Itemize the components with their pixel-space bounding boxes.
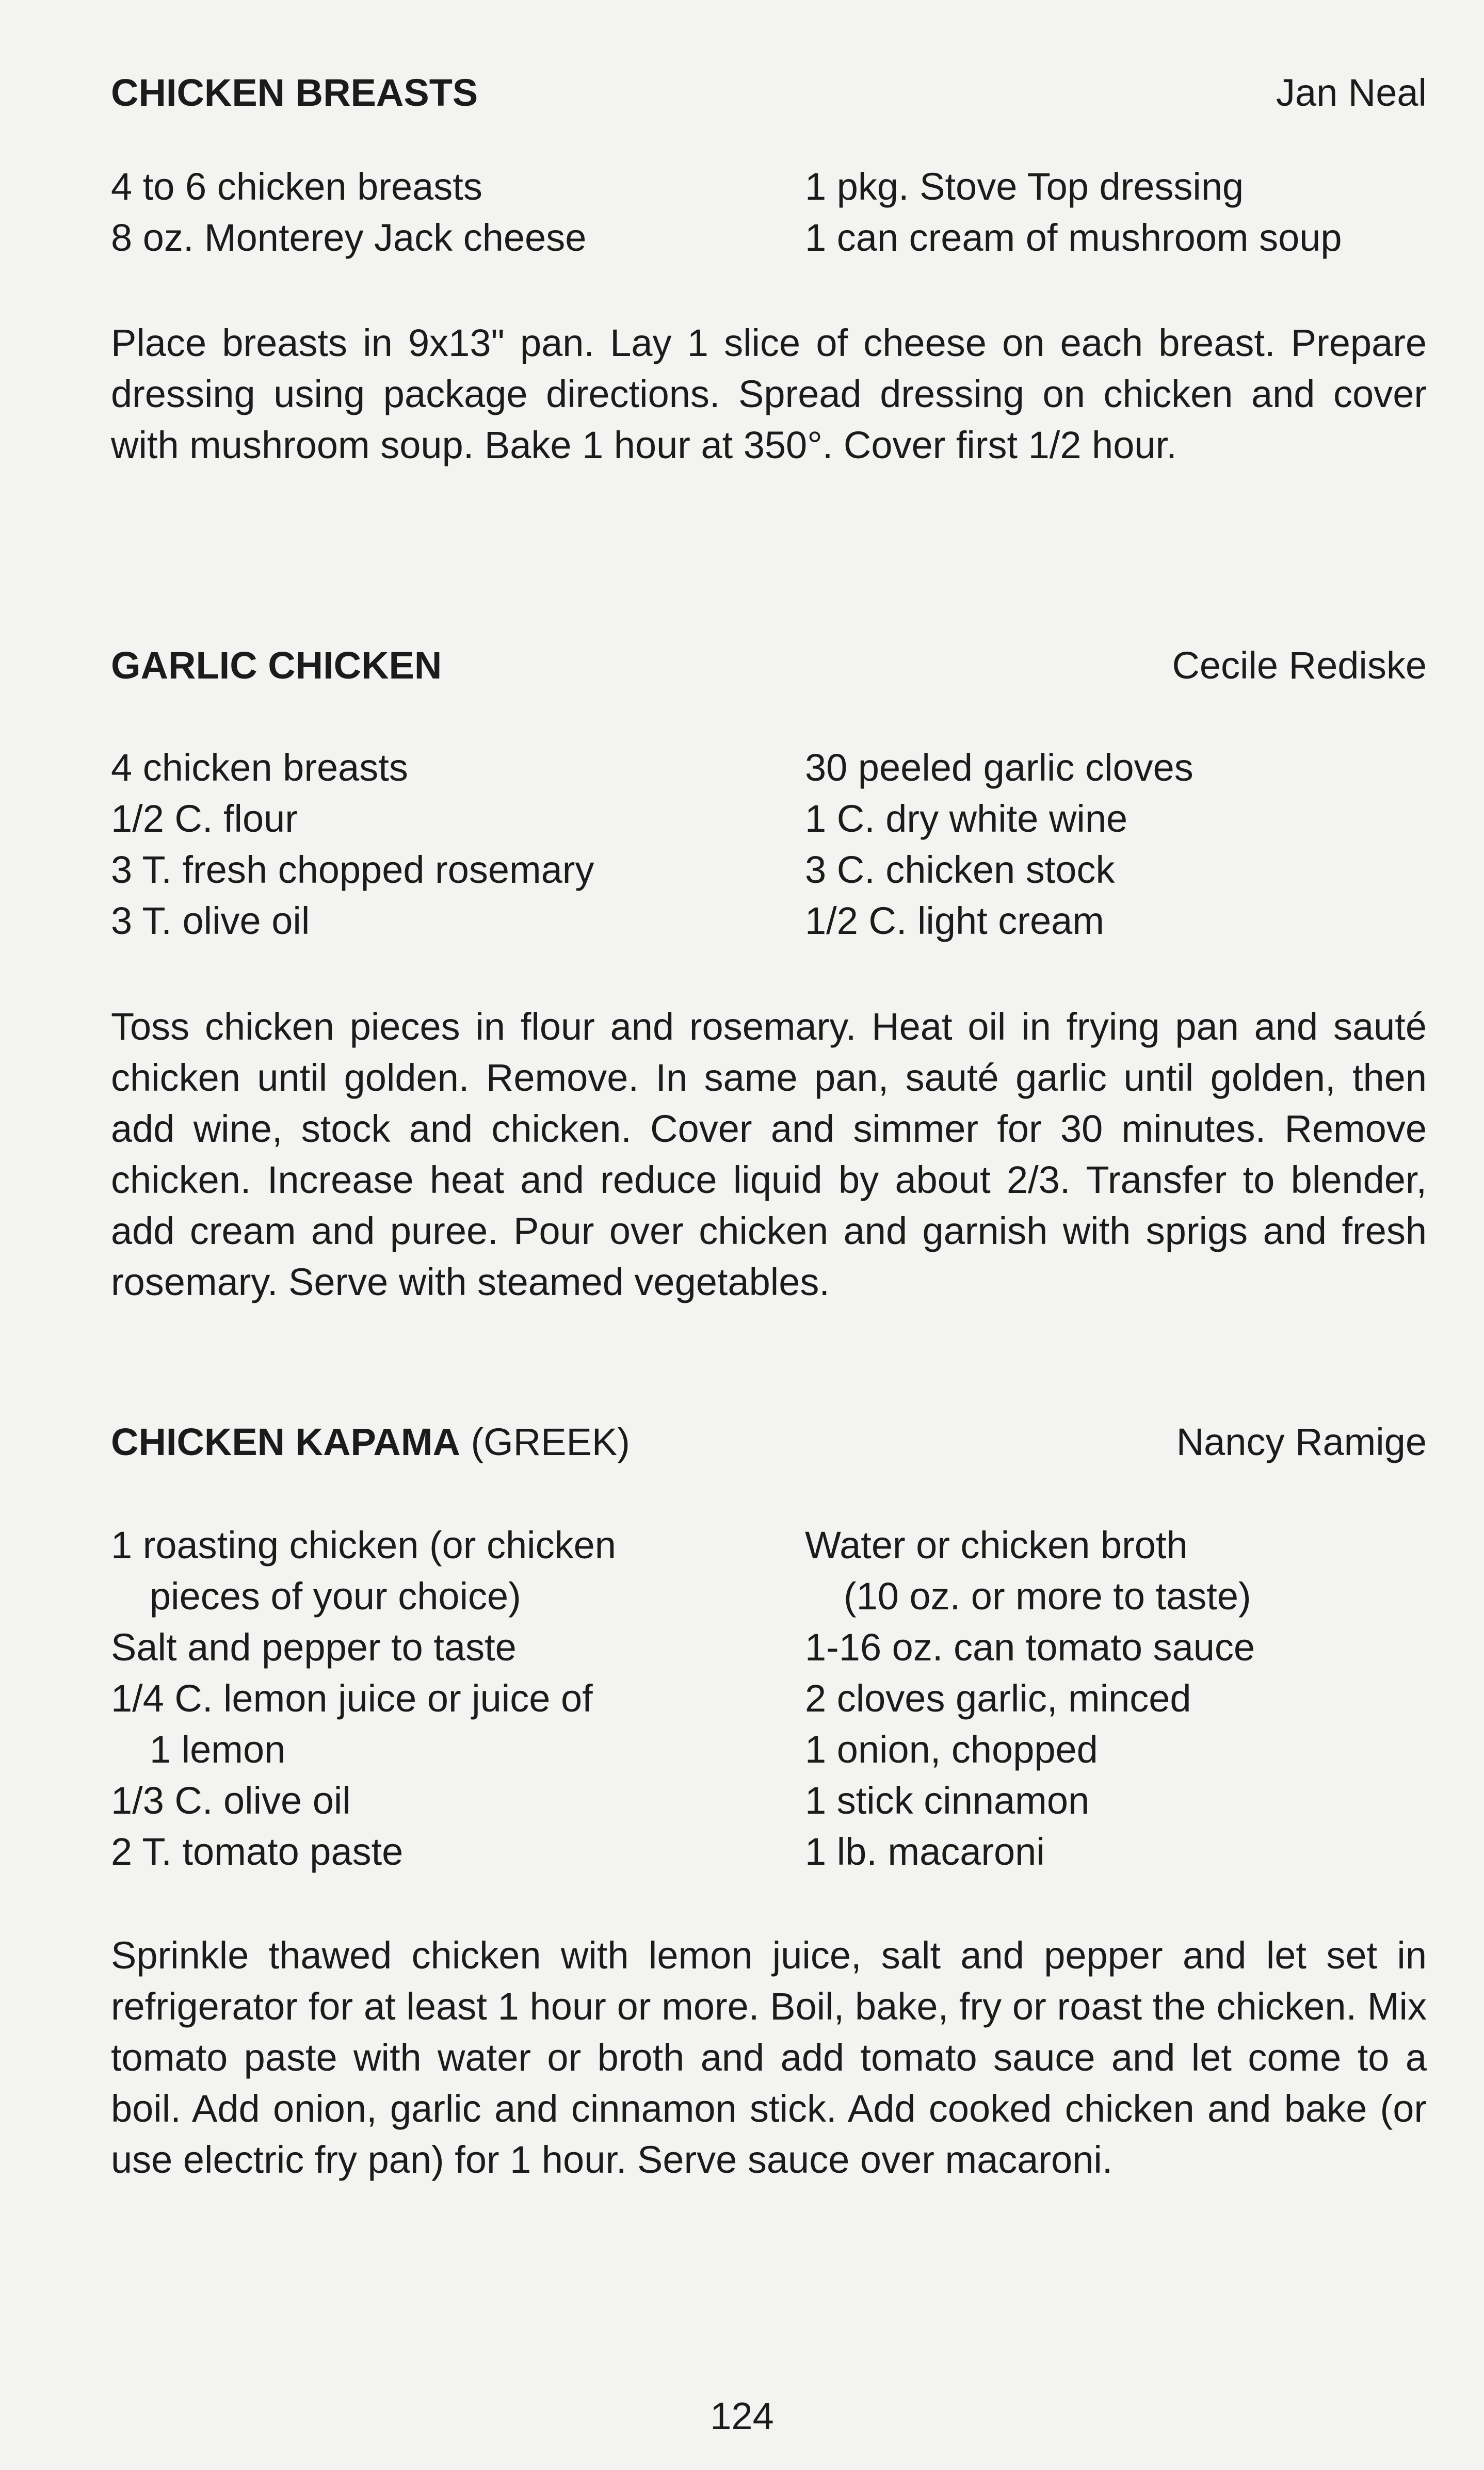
ingredient-line: 2 cloves garlic, minced [805, 1677, 1191, 1720]
ingredient-line: Water or chicken broth [805, 1524, 1188, 1567]
ingredient-line: 2 T. tomato paste [111, 1830, 404, 1873]
ingredient-line: 1 can cream of mushroom soup [805, 216, 1342, 259]
ingredient-line: 3 T. fresh chopped rosemary [111, 848, 594, 891]
ingredient-line: Salt and pepper to taste [111, 1626, 517, 1669]
page-number: 124 [710, 2395, 774, 2437]
recipe-title: GARLIC CHICKEN [111, 644, 442, 687]
ingredients-left-column [111, 1520, 792, 1877]
ingredient-line: 1/2 C. light cream [805, 899, 1104, 942]
recipe-chicken-breasts [111, 67, 1427, 466]
ingredient-line: 4 chicken breasts [111, 746, 408, 789]
recipe-title: CHICKEN KAPAMA (GREEK) [111, 1420, 630, 1463]
ingredient-line: 1/3 C. olive oil [111, 1779, 351, 1822]
ingredient-line: 1 pkg. Stove Top dressing [805, 165, 1244, 208]
recipe-instructions: Place breasts in 9x13" pan. Lay 1 slice of cheese on each breast. Prepare dressing using package directions. Spread dressing on chicken and cover with mushroom soup. Bake 1 hour at 350°. Cover first 1/2 hour. [111, 321, 1427, 466]
ingredients [111, 161, 1427, 264]
recipe-instructions: Sprinkle thawed chicken with lemon juice, salt and pepper and let set in refrigerator for at least 1 hour or more. Boil, bake, fry or roast the chicken. Mix tomato paste with water or broth and add tomato sauce and let come to a boil. Add onion, garlic and cinnamon stick. Add cooked chicken and bake (or use electric fry pan) for 1 hour. Serve sauce over macaroni. [111, 1934, 1427, 2181]
ingredient-line: 1 lb. macaroni [805, 1830, 1045, 1873]
ingredients-right-column [805, 742, 1434, 946]
ingredient-line: 1/2 C. flour [111, 797, 298, 840]
ingredient-line: 1-16 oz. can tomato sauce [805, 1626, 1255, 1669]
ingredients [111, 742, 1427, 948]
ingredient-line: 1 roasting chicken (or chicken [111, 1524, 616, 1567]
ingredient-line: 30 peeled garlic cloves [805, 746, 1193, 789]
recipe-header [111, 67, 1427, 119]
ingredient-line: 1/4 C. lemon juice or juice of [111, 1677, 593, 1720]
recipe-header [111, 1416, 1427, 1468]
recipe-author: Nancy Ramige [1176, 1420, 1427, 1463]
ingredient-line: 1 stick cinnamon [805, 1779, 1090, 1822]
ingredients-left-column [111, 742, 792, 946]
recipe-garlic-chicken [111, 640, 1427, 1303]
ingredient-line: 1 onion, chopped [805, 1728, 1098, 1771]
recipe-title: CHICKEN BREASTS [111, 71, 478, 114]
ingredient-line: pieces of your choice) [150, 1575, 521, 1618]
ingredient-line: 3 C. chicken stock [805, 848, 1115, 891]
recipe-chicken-kapama [111, 1416, 1427, 2181]
ingredient-line: 8 oz. Monterey Jack cheese [111, 216, 587, 259]
ingredients [111, 1520, 1427, 1881]
recipe-instructions: Toss chicken pieces in flour and rosemary. Heat oil in frying pan and sauté chicken until golden. Remove. In same pan, sauté garlic until golden, then add wine, stock and chicken. Cover and simmer for 30 minutes. Remove chicken. Increase heat and reduce liquid by about 2/3. Transfer to blender, add cream and puree. Pour over chicken and garnish with sprigs and fresh rosemary. Serve with steamed vegetables. [111, 1005, 1427, 1303]
ingredient-line: 1 C. dry white wine [805, 797, 1128, 840]
recipe-header [111, 640, 1427, 691]
ingredient-line: 3 T. olive oil [111, 899, 310, 942]
ingredients-right-column [805, 161, 1434, 263]
recipe-author: Jan Neal [1276, 71, 1427, 114]
ingredient-line: (10 oz. or more to taste) [844, 1575, 1251, 1618]
recipe-author: Cecile Rediske [1172, 644, 1427, 687]
ingredients-right-column [805, 1520, 1434, 1877]
ingredients-left-column [111, 161, 792, 263]
ingredient-line: 1 lemon [150, 1728, 286, 1771]
ingredient-line: 4 to 6 chicken breasts [111, 165, 482, 208]
